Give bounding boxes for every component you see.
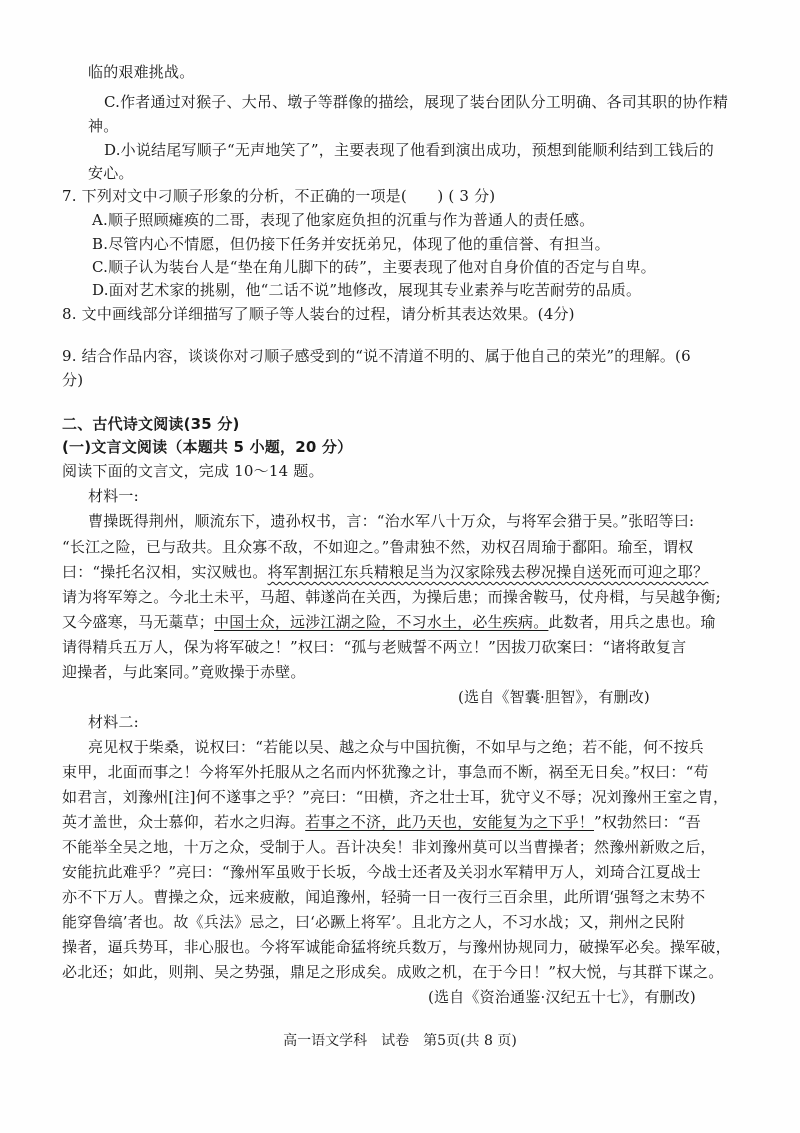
text-line: 临的艰难挑战。 bbox=[88, 63, 195, 81]
underlined-sentence: 中国士众，远涉江湖之险，不习水土，必生疾病。 bbox=[214, 613, 549, 631]
text-segment: 此数者，用兵之患也。瑜 bbox=[548, 613, 716, 631]
text-segment: ”权勃然曰：“吾 bbox=[594, 813, 701, 831]
question-9: 9. 结合作品内容，谈谈你对刁顺子感受到的“说不清道不明的、属于他自己的荣光”的理解。(6 bbox=[62, 347, 691, 365]
material-2-label: 材料二: bbox=[88, 713, 139, 731]
instruction: 阅读下面的文言文，完成 10～14 题。 bbox=[62, 462, 324, 480]
text-segment: 曰：“操托名汉相，实汉贼也。 bbox=[62, 563, 268, 581]
question-7-option-b: B.尽管内心不情愿，但仍接下任务并安抚弟兄，体现了他的重信誉、有担当。 bbox=[92, 235, 610, 253]
material-2-line: 安能抗此难乎？”亮曰：“豫州军虽败于长坂，今战士还者及关羽水军精甲万人，刘琦合江夏战士 bbox=[62, 863, 701, 881]
section-title: 二、古代诗文阅读(35 分) bbox=[62, 415, 240, 433]
text-segment: 又今盛寒，马无藁草； bbox=[62, 613, 215, 631]
question-7-option-d: D.面对艺术家的挑剔，他“二话不说”地修改，展现其专业素养与吃苦耐劳的品质。 bbox=[92, 281, 642, 299]
material-1-line bbox=[62, 562, 708, 582]
question-8: 8. 文中画线部分详细描写了顺子等人装台的过程，请分析其表达效果。(4分) bbox=[62, 305, 575, 323]
question-7-stem: 7. 下列对文中刁顺子形象的分析，不正确的一项是( ) ( 3 分) bbox=[62, 187, 496, 205]
material-1-source: (选自《智囊·胆智》，有删改) bbox=[458, 688, 650, 706]
material-2-line: 不能举全吴之地，十万之众，受制于人。吾计决矣！非刘豫州莫可以当曹操者；然豫州新败之后， bbox=[62, 838, 716, 856]
question-7-option-a: A.顺子照顾瘫痪的二哥，表现了他家庭负担的沉重与作为普通人的责任感。 bbox=[92, 211, 595, 229]
option-d-prev: D.小说结尾写顺子“无声地笑了”，主要表现了他看到演出成功，预想到能顺利结到工钱后的 bbox=[104, 141, 715, 159]
material-2-line: 束甲，北面而事之！今将军外托服从之名而内怀犹豫之计，事急而不断，祸至无日矣。”权曰：“苟 bbox=[62, 763, 709, 781]
material-1-line: 迎操者，与此案同。”竟败操于赤壁。 bbox=[62, 663, 306, 681]
text-line: 神。 bbox=[88, 117, 119, 135]
text-line: 安心。 bbox=[88, 164, 134, 182]
material-1-line: 请为将军筹之。今北土未平，马超、韩遂尚在关西，为操后患；而操舍鞍马，仗舟楫，与吴越争衡; bbox=[62, 588, 721, 606]
material-2-line: 操者，逼兵势耳，非心服也。今将军诚能命猛将统兵数万，与豫州协规同力，破操军必矣。操军破， bbox=[62, 938, 731, 956]
material-2-line bbox=[62, 812, 701, 832]
material-2-line: 如君言，刘豫州[注]何不遂事之乎？”亮曰：“田横，齐之壮士耳，犹守义不辱；况刘豫州王室之胄， bbox=[62, 788, 729, 806]
material-2-line: 能穿鲁缟’者也。故《兵法》忌之，曰‘必蹶上将军’。且北方之人，不习水战；又，荆州之民附 bbox=[62, 913, 685, 931]
question-9-cont: 分) bbox=[62, 371, 84, 389]
material-1-line: “长江之险，已与敌共。且众寡不敌，不如迎之。”鲁肃独不然，劝权召周瑜于鄱阳。瑜至，谓权 bbox=[62, 538, 694, 556]
option-c-prev: C.作者通过对猴子、大吊、墩子等群像的描绘，展现了装台团队分工明确、各司其职的协作精 bbox=[104, 93, 729, 111]
text-segment: 英才盖世，众士慕仰，若水之归海。 bbox=[62, 813, 306, 831]
material-1-label: 材料一: bbox=[88, 487, 139, 505]
material-2-line: 亦不下万人。曹操之众，远来疲敝，闻追豫州，轻骑一日一夜行三百余里，此所谓‘强弩之末势不 bbox=[62, 888, 706, 906]
material-2-line: 必北还；如此，则荆、吴之势强，鼎足之形成矣。成败之机，在于今日！”权大悦，与其群下谋之。 bbox=[62, 963, 724, 981]
material-1-line: 请得精兵五万人，保为将军破之！”权曰：“孤与老贼誓不两立！”因拔刀砍案曰：“诸将敢复言 bbox=[62, 638, 687, 656]
material-2-source: (选自《资治通鉴·汉纪五十七》，有删改) bbox=[428, 988, 696, 1006]
wavy-underlined-sentence: 将军割据江东兵精粮足当为汉家除残去秽况操自送死而可迎之耶？ bbox=[267, 563, 709, 581]
underlined-sentence: 若事之不济，此乃天也，安能复为之下乎！ bbox=[305, 813, 595, 831]
section-subtitle: (一)文言文阅读（本题共 5 小题，20 分） bbox=[62, 438, 353, 456]
material-1-line bbox=[62, 612, 716, 632]
material-1-line: 曹操既得荆州，顺流东下，遗孙权书，言：“治水军八十万众，与将军会猎于吴。”张昭等曰: bbox=[88, 512, 695, 530]
material-2-line: 亮见权于柴桑，说权曰：“若能以吴、越之众与中国抗衡，不如早与之绝；若不能，何不按兵 bbox=[88, 738, 704, 756]
page-footer: 高一语文学科 试卷 第5页(共 8 页) bbox=[283, 1033, 517, 1049]
question-7-option-c: C.顺子认为装台人是“垫在角儿脚下的砖”，主要表现了他对自身价值的否定与自卑。 bbox=[92, 258, 656, 276]
